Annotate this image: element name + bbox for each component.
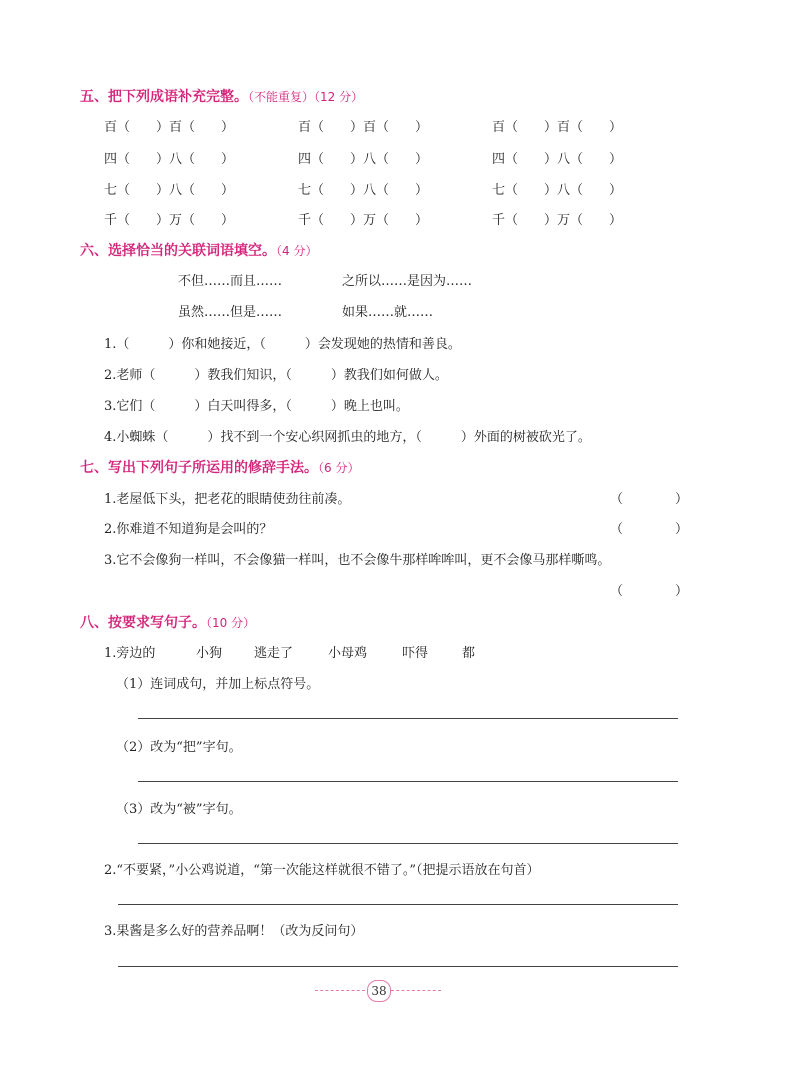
answer-line[interactable] <box>138 781 678 782</box>
answer-line[interactable] <box>118 904 678 905</box>
rhetoric-item: 3.它不会像狗一样叫，不会像猫一样叫，也不会像牛那样哞哞叫，更不会像马那样嘶鸣。 <box>104 553 611 568</box>
section-8-heading <box>80 612 255 632</box>
section-5-heading <box>80 86 363 106</box>
word-chip: 都 <box>462 646 476 661</box>
idiom-blank[interactable]: 百（ ）百（ ） <box>104 120 235 135</box>
answer-paren[interactable]: （ ） <box>610 584 689 599</box>
conjunction-choice: 虽然……但是…… <box>178 305 283 320</box>
idiom-blank[interactable]: 四（ ）八（ ） <box>492 152 623 167</box>
section-8-title: 八、按要求写句子。 <box>80 615 206 631</box>
q1-sub-2: （2）改为“把”字句。 <box>116 740 242 755</box>
section-8-note: （10 分） <box>206 616 256 630</box>
section-6-note: （4 分） <box>276 244 318 258</box>
idiom-blank[interactable]: 七（ ）八（ ） <box>298 183 429 198</box>
idiom-blank[interactable]: 四（ ）八（ ） <box>298 152 429 167</box>
idiom-blank[interactable]: 四（ ）八（ ） <box>104 152 235 167</box>
idiom-blank[interactable]: 七（ ）八（ ） <box>492 183 623 198</box>
q3: 3.果酱是多么好的营养品啊！（改为反问句） <box>104 924 364 939</box>
fill-item[interactable]: 4.小蜘蛛（ ）找不到一个安心织网抓虫的地方，（ ）外面的树被砍光了。 <box>104 430 591 445</box>
word-chip: 小狗 <box>196 646 223 661</box>
section-5-title: 五、把下列成语补充完整。 <box>80 89 248 105</box>
idiom-blank[interactable]: 千（ ）万（ ） <box>104 213 235 228</box>
idiom-blank[interactable]: 百（ ）百（ ） <box>492 120 623 135</box>
rhetoric-item: 1.老屋低下头，把老花的眼睛使劲往前凑。 <box>104 492 351 507</box>
q1-sub-3: （3）改为“被”字句。 <box>116 802 242 817</box>
conjunction-choice: 不但……而且…… <box>178 274 283 289</box>
fill-item[interactable]: 2.老师（ ）教我们知识，（ ）教我们如何做人。 <box>104 368 448 383</box>
word-chip: 小母鸡 <box>328 646 368 661</box>
section-6-heading <box>80 240 317 260</box>
conjunction-choice: 之所以……是因为…… <box>342 274 473 289</box>
word-chip: 逃走了 <box>254 646 294 661</box>
section-7-heading <box>80 457 359 477</box>
answer-paren[interactable]: （ ） <box>610 522 689 537</box>
page-number: 38 <box>367 980 391 1002</box>
q2: 2.“不要紧，”小公鸡说道，“第一次能这样就很不错了。”（把提示语放在句首） <box>104 863 540 878</box>
fill-item[interactable]: 3.它们（ ）白天叫得多，（ ）晚上也叫。 <box>104 399 409 414</box>
answer-line[interactable] <box>138 843 678 844</box>
answer-line[interactable] <box>118 966 678 967</box>
idiom-blank[interactable]: 七（ ）八（ ） <box>104 183 235 198</box>
word-chip: 吓得 <box>402 646 429 661</box>
section-7-title: 七、写出下列句子所运用的修辞手法。 <box>80 460 318 476</box>
footer-rule-left <box>315 990 365 991</box>
q1-label: 1.旁边的 <box>104 646 156 661</box>
idiom-blank[interactable]: 千（ ）万（ ） <box>492 213 623 228</box>
rhetoric-item: 2.你难道不知道狗是会叫的？ <box>104 522 273 537</box>
section-5-note: （不能重复）（12 分） <box>248 90 364 104</box>
answer-paren[interactable]: （ ） <box>610 492 689 507</box>
idiom-blank[interactable]: 百（ ）百（ ） <box>298 120 429 135</box>
footer-rule-right <box>391 990 441 991</box>
section-6-title: 六、选择恰当的关联词语填空。 <box>80 243 276 259</box>
q1-sub-1: （1）连词成句，并加上标点符号。 <box>116 677 320 692</box>
idiom-blank[interactable]: 千（ ）万（ ） <box>298 213 429 228</box>
section-7-note: （6 分） <box>318 461 360 475</box>
fill-item[interactable]: 1.（ ）你和她接近，（ ）会发现她的热情和善良。 <box>104 337 461 352</box>
answer-line[interactable] <box>138 718 678 719</box>
conjunction-choice: 如果……就…… <box>342 305 434 320</box>
